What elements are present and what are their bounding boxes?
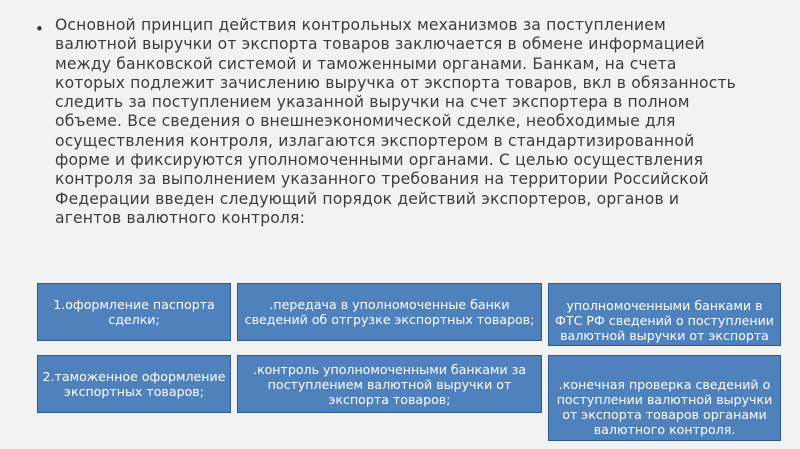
step-box-bank-control — [237, 355, 542, 413]
bullet-paragraph — [35, 16, 738, 228]
step-box-fts-info-text: уполномоченными банками в ФТС РФ сведений о поступлении валютной выручки от экспорта — [555, 298, 774, 343]
step-box-shipment-info — [237, 283, 542, 341]
step-box-fts-info — [548, 283, 781, 346]
step-box-bank-control-text: .контроль уполномоченными банками за поступлением валютной выручки от экспорта товаров; — [252, 361, 527, 407]
bullet-point-icon: • — [35, 20, 44, 38]
step-box-shipment-info-text: .передача в уполномоченные банки сведений об отгрузке экспортных товаров; — [244, 297, 535, 327]
step-box-passport — [37, 283, 231, 341]
step-box-final-check-text: .конечная проверка сведений о поступлении валютной выручки от экспорта товаров органами валютного контроля. — [556, 377, 773, 437]
step-box-customs — [37, 355, 231, 413]
step-box-final-check — [548, 355, 781, 441]
step-box-customs-text: 2.таможенное оформление экспортных товаров; — [42, 369, 226, 399]
step-box-passport-text: 1.оформление паспорта сделки; — [53, 297, 215, 327]
main-text: Основной принцип действия контрольных механизмов за поступлением валютной выручки от экспорта товаров заключается в обмене информацией между банковской системой и таможенными органами. Банкам, на счета которых подлежит зачислению выручка от экспорта товаров, вкл в обязанность следить за поступлением указанной выручки на счет экспортера в полном объеме. Все сведения о внешнеэкономической сделке, необходимые для осуществления контроля, излагаются экспортером в стандартизированной форме и фиксируются уполномоченными органами. С целью осуществления контроля за выполнением указанного требования на территории Российской Федерации введен следующий порядок действий экспортеров, органов и агентов валютного контроля: — [55, 16, 737, 227]
